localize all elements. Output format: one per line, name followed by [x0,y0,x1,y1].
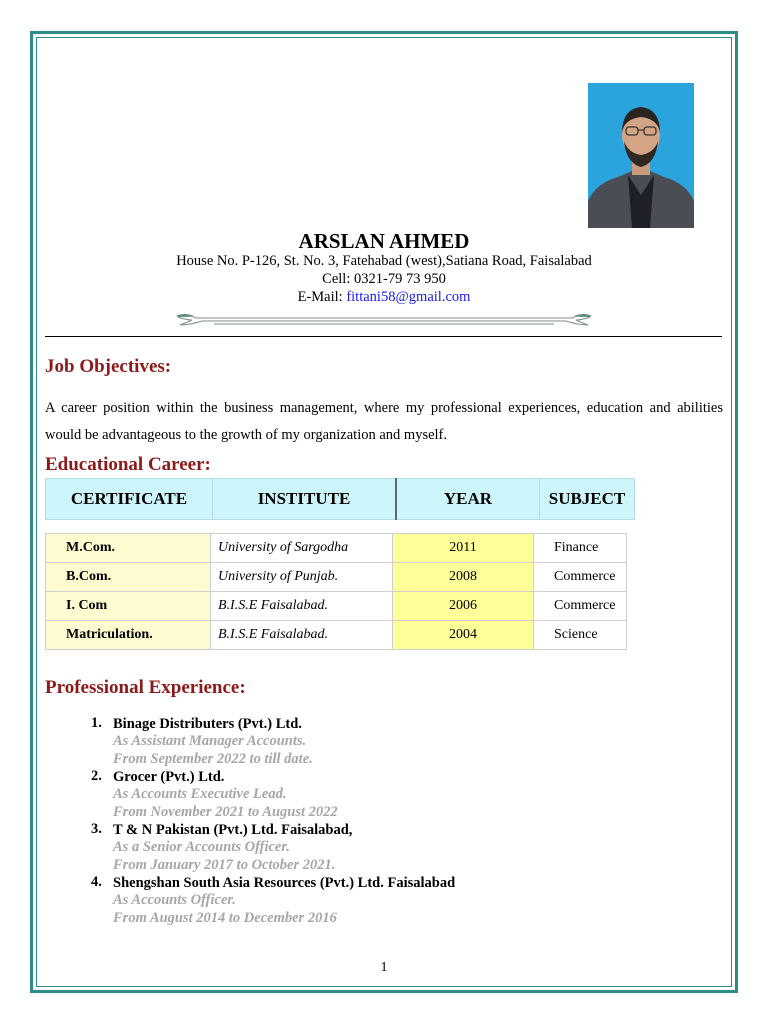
cell-institute: B.I.S.E Faisalabad. [211,592,393,621]
education-table [45,533,627,650]
role: As Assistant Manager Accounts. [113,733,307,749]
period: From November 2021 to August 2022 [113,803,338,820]
role: As Accounts Executive Lead. [113,786,287,802]
email-line [0,289,768,306]
item-number: 1. [91,715,102,731]
email-link[interactable]: fittani58@gmail.com [346,289,471,305]
cell-certificate: Matriculation. [46,621,211,650]
role: As Accounts Officer. [113,892,236,908]
period: From August 2014 to December 2016 [113,909,337,926]
cell-year: 2011 [393,534,534,563]
cell-certificate: M.Com. [46,534,211,563]
period: From September 2022 to till date. [113,750,313,767]
item-number: 4. [91,874,102,890]
cell-line: Cell: 0321-79 73 950 [322,271,446,287]
company-name: Grocer (Pvt.) Ltd. [113,769,225,785]
item-number: 2. [91,768,102,784]
address-line: House No. P-126, St. No. 3, Fatehabad (west),Satiana Road, Faisalabad [176,253,592,269]
item-number: 3. [91,821,102,837]
list-item [88,768,688,821]
table-row [46,621,627,650]
header-rule [45,336,722,337]
decorative-divider-ornament [174,308,594,330]
cell-year: 2006 [393,592,534,621]
company-name: Binage Distributers (Pvt.) Ltd. [113,716,302,732]
role: As a Senior Accounts Officer. [113,839,290,855]
experience-heading: Professional Experience: [45,677,246,698]
candidate-name: ARSLAN AHMED [298,229,470,253]
profile-photo [588,83,694,228]
cell-institute: University of Punjab. [211,563,393,592]
table-row [46,534,627,563]
col-year: YEAR [396,479,540,520]
objectives-heading: Job Objectives: [45,356,172,377]
list-item [88,821,688,874]
company-name: Shengshan South Asia Resources (Pvt.) Ltd. Faisalabad [113,875,456,891]
email-label: E-Mail: [297,289,347,305]
list-item [88,874,688,927]
company-name: T & N Pakistan (Pvt.) Ltd. Faisalabad, [113,822,353,838]
cell-year: 2004 [393,621,534,650]
table-row [46,592,627,621]
page-number: 1 [380,960,388,975]
education-table-header [45,478,635,520]
objectives-text: A career position within the business management, where my professional experiences, education and abilities would be advantageous to the growth of my organization and myself. [45,400,723,443]
cell-institute: B.I.S.E Faisalabad. [211,621,393,650]
cell-year: 2008 [393,563,534,592]
cell-certificate: I. Com [46,592,211,621]
col-institute: INSTITUTE [213,479,397,520]
cell-certificate: B.Com. [46,563,211,592]
period: From January 2017 to October 2021. [113,856,336,873]
col-subject: SUBJECT [540,479,635,520]
education-heading: Educational Career: [45,454,211,475]
cell-subject: Commerce [534,592,627,621]
col-certificate: CERTIFICATE [46,479,213,520]
list-item [88,715,688,768]
cell-subject: Finance [534,534,627,563]
cell-institute: University of Sargodha [211,534,393,563]
cell-subject: Science [534,621,627,650]
cell-subject: Commerce [534,563,627,592]
table-row [46,563,627,592]
experience-list [88,715,688,927]
